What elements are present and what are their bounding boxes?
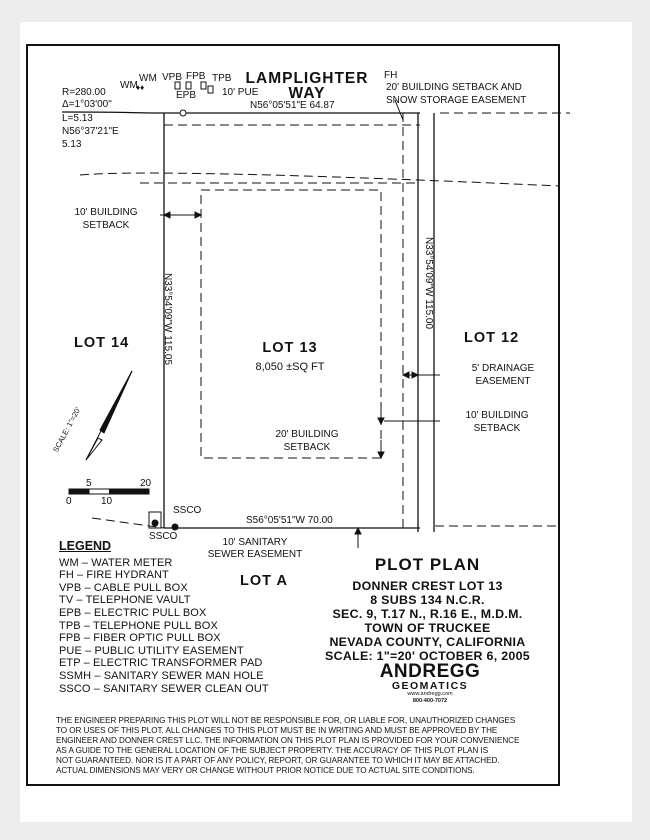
snow-setback-line2: SNOW STORAGE EASEMENT bbox=[386, 95, 527, 106]
wm-symbol-text: ♦♦ bbox=[136, 83, 145, 92]
street-name-line2: WAY bbox=[288, 85, 326, 102]
wm-left-label: WM bbox=[120, 80, 138, 91]
title-line: SCALE: 1"=20' OCTOBER 6, 2005 bbox=[325, 649, 530, 663]
left-setback-line1: 10' BUILDING bbox=[74, 207, 138, 218]
legend-item: SSCO – SANITARY SEWER CLEAN OUT bbox=[59, 682, 269, 695]
right-setback-line2: SETBACK bbox=[473, 423, 521, 434]
legend-item: TV – TELEPHONE VAULT bbox=[59, 594, 191, 607]
legend-item: SSMH – SANITARY SEWER MAN HOLE bbox=[59, 669, 264, 682]
legend-item: EPB – ELECTRIC PULL BOX bbox=[59, 606, 207, 619]
building-envelope bbox=[201, 190, 381, 458]
title-line: 8 SUBS 134 N.C.R. bbox=[370, 593, 485, 607]
scale-bar bbox=[69, 489, 149, 494]
fh-label: FH bbox=[384, 70, 398, 81]
right-setback-line1: 10' BUILDING bbox=[465, 410, 529, 421]
east-bearing: N33°54'09"W 115.00 bbox=[423, 236, 434, 330]
disclaimer-line: AS A GUIDE TO THE GENERAL LOCATION OF THE SUBJECT PROPERTY. THE ACCURACY OF THIS PLOT PLAN IS bbox=[56, 746, 489, 755]
curve-distance: 5.13 bbox=[62, 139, 82, 150]
curve-radius: R=280.00 bbox=[62, 87, 106, 98]
north-arrow-scale-text: SCALE: 1"=20' bbox=[51, 405, 83, 454]
title-line: DONNER CREST LOT 13 bbox=[352, 579, 503, 593]
rear-setback-line2: SETBACK bbox=[283, 442, 331, 453]
fpb-label: FPB bbox=[186, 71, 206, 82]
lot-12-label: LOT 12 bbox=[464, 330, 520, 346]
legend-item: ETP – ELECTRIC TRANSFORMER PAD bbox=[59, 657, 263, 670]
scale-tick-20: 20 bbox=[140, 478, 152, 489]
scale-tick-10: 10 bbox=[101, 496, 113, 507]
north-bearing: N56°05'51"E 64.87 bbox=[250, 100, 335, 111]
vpb-label: VPB bbox=[162, 72, 183, 83]
ssco-label-top: SSCO bbox=[173, 505, 202, 516]
snow-setback-line1: 20' BUILDING SETBACK AND bbox=[386, 82, 522, 93]
pue-label: 10' PUE bbox=[222, 87, 259, 98]
tpb-label: TPB bbox=[212, 73, 232, 84]
legend-item: VPB – CABLE PULL BOX bbox=[59, 581, 188, 594]
legend-item: PUE – PUBLIC UTILITY EASEMENT bbox=[59, 644, 244, 657]
sewer-easement-line1: 10' SANITARY bbox=[222, 537, 288, 548]
title-line: NEVADA COUNTY, CALIFORNIA bbox=[329, 635, 526, 649]
drainage-line1: 5' DRAINAGE bbox=[471, 363, 535, 374]
lot-13-area: 8,050 ±SQ FT bbox=[255, 361, 325, 373]
ssco-label-bottom: SSCO bbox=[149, 531, 178, 542]
epb-label: EPB bbox=[176, 90, 197, 101]
street-name-line1: LAMPLIGHTER bbox=[245, 70, 369, 87]
disclaimer bbox=[56, 716, 572, 776]
legend bbox=[59, 540, 269, 695]
disclaimer-line: TO OR USES OF THIS PLOT. ALL CHANGES TO THIS PLOT MUST BE IN WRITING AND MUST BE APPROVED BY THE bbox=[56, 726, 498, 735]
legend-item: FH – FIRE HYDRANT bbox=[59, 569, 169, 582]
curve-delta: Δ=1°03'00" bbox=[62, 99, 112, 110]
legend-item: FPB – FIBER OPTIC PULL BOX bbox=[59, 632, 221, 645]
rear-setback-line1: 20' BUILDING bbox=[275, 429, 339, 440]
drainage-line2: EASEMENT bbox=[475, 376, 531, 387]
west-bearing: N33°54'09"W 115.05 bbox=[162, 272, 173, 366]
left-setback-line2: SETBACK bbox=[82, 220, 130, 231]
street-edge-line bbox=[80, 173, 560, 186]
legend-item: WM – WATER METER bbox=[59, 556, 173, 569]
title-line: SEC. 9, T.17 N., R.16 E., M.D.M. bbox=[332, 607, 523, 621]
disclaimer-line: THE ENGINEER PREPARING THIS PLOT WILL NOT BE RESPONSIBLE FOR, OR LIABLE FOR, UNAUTHORIZED CHANGES bbox=[56, 716, 516, 725]
wm-label: WM bbox=[139, 73, 157, 84]
south-bearing: S56°05'51"W 70.00 bbox=[246, 515, 333, 526]
disclaimer-line: NOT GUARANTEED. NOR IS IT A PART OF ANY POLICY, REPORT, OR GUARANTEE TO WHICH IT MAY BE ATTACHED. bbox=[56, 756, 500, 765]
legend-title: LEGEND bbox=[59, 539, 112, 553]
sewer-easement-line2: SEWER EASEMENT bbox=[207, 549, 303, 560]
logo-sub: GEOMATICS bbox=[391, 680, 469, 692]
scale-tick-5: 5 bbox=[86, 478, 92, 489]
disclaimer-line: ENGINEER AND DONNER CREST LLC. THE INFORMATION ON THIS PLOT PLAN IS PROVIDED FOR YOUR CONVENIENCE bbox=[56, 736, 520, 745]
disclaimer-line: ACTUAL DIMENSIONS MAY VERY OR CHANGE WITHOUT PRIOR NOTICE DUE TO ACTUAL SITE CONDITIONS. bbox=[56, 766, 475, 775]
curve-bearing: N56°37'21"E bbox=[62, 126, 119, 137]
logo-web: www.andregg.com bbox=[407, 691, 453, 697]
scale-tick-0: 0 bbox=[66, 496, 72, 507]
lot-a-label: LOT A bbox=[240, 573, 288, 589]
logo-phone: 800-400-7072 bbox=[412, 698, 448, 704]
company-logo bbox=[370, 663, 490, 705]
lot-14-label: LOT 14 bbox=[74, 335, 130, 351]
curve-length: L=5.13 bbox=[62, 113, 93, 124]
title-block bbox=[300, 555, 555, 663]
lot-13-label: LOT 13 bbox=[262, 340, 318, 356]
title-line: TOWN OF TRUCKEE bbox=[364, 621, 491, 635]
logo-name: ANDREGG bbox=[379, 661, 481, 682]
legend-item: TPB – TELEPHONE PULL BOX bbox=[59, 619, 218, 632]
title-heading: PLOT PLAN bbox=[374, 555, 481, 574]
